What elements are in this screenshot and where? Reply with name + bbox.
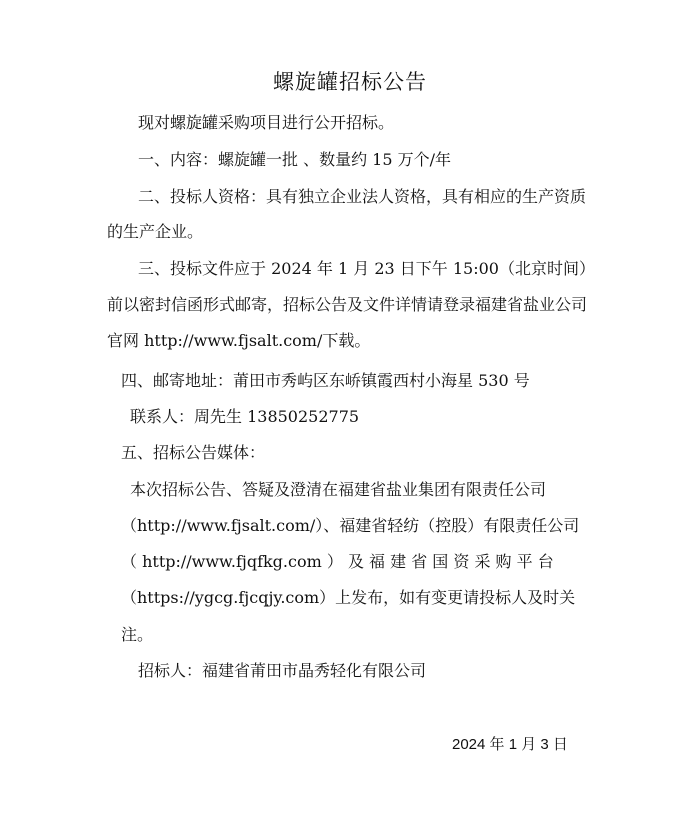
media-heading: 五、招标公告媒体： (121, 443, 266, 462)
announcement-date: 2024 年 1 月 3 日 (452, 736, 568, 753)
intro-text: 现对螺旋罐采购项目进行公开招标。 (138, 113, 395, 132)
section-qualification-line2: 的生产企业。 (107, 222, 204, 241)
mailing-address: 四、邮寄地址：莆田市秀屿区东峤镇霞西村小海星 530 号 (121, 371, 530, 390)
page-title: 螺旋罐招标公告 (273, 70, 427, 94)
section-qualification-line1: 二、投标人资格：具有独立企业法人资格，具有相应的生产资质 (138, 187, 587, 206)
section-content: 一、内容：螺旋罐一批 、数量约 15 万个/年 (138, 150, 452, 169)
media-paragraph-line2: （http://www.fjsalt.com/）、福建省轻纺（控股）有限责任公司 (121, 516, 580, 535)
media-paragraph-line1: 本次招标公告、答疑及澄清在福建省盐业集团有限责任公司 (130, 480, 547, 499)
media-paragraph-line4: （https://ygcg.fjcqjy.com）上发布，如有变更请投标人及时关 (121, 588, 576, 607)
media-paragraph-line3: （ http://www.fjqfkg.com ） 及 福 建 省 国 资 采 购 平 台 (121, 552, 554, 571)
section-deadline-line1: 三、投标文件应于 2024 年 1 月 23 日下午 15:00（北京时间） (138, 259, 595, 278)
media-paragraph-line5: 注。 (121, 625, 154, 644)
section-deadline-line2: 前以密封信函形式邮寄，招标公告及文件详情请登录福建省盐业公司 (107, 295, 588, 314)
section-deadline-line3: 官网 http://www.fjsalt.com/下载。 (107, 331, 371, 350)
contact-person: 联系人：周先生 13850252775 (130, 407, 360, 426)
tenderer-name: 招标人：福建省莆田市晶秀轻化有限公司 (138, 661, 427, 680)
